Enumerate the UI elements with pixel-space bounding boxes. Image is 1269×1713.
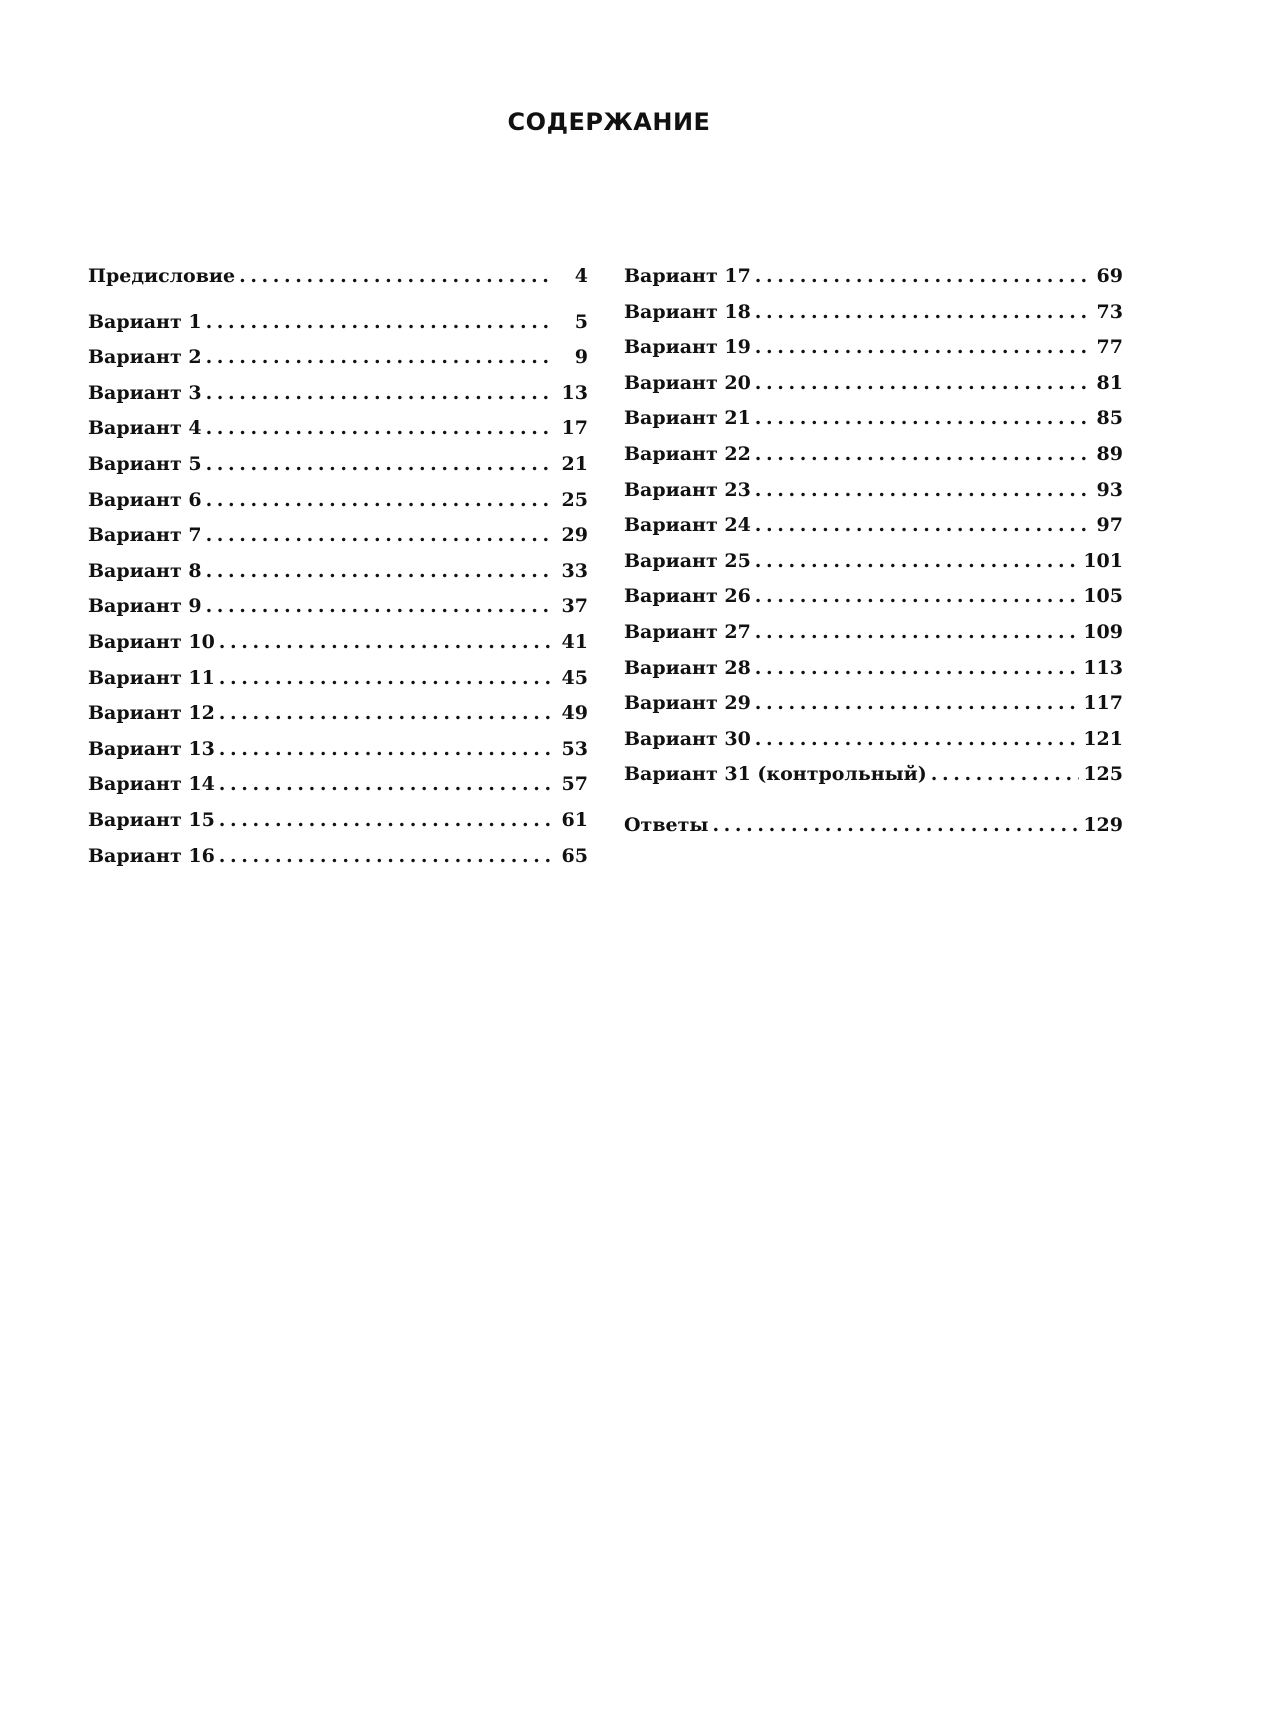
toc-entry[interactable] [624,811,1123,847]
dot-leader [755,618,1080,646]
dot-leader [219,806,554,834]
dot-leader [206,308,554,336]
toc-entry[interactable] [88,735,588,771]
dot-leader [239,262,554,290]
toc-entry-page: 117 [1083,692,1123,715]
toc-entry-page: 13 [561,381,588,404]
toc-entry-title: Вариант 7 [88,524,202,547]
dot-leader [219,735,554,763]
toc-entry-page: 9 [574,346,588,369]
toc-entry[interactable] [88,521,588,557]
toc-entry[interactable] [624,440,1123,476]
toc-entry[interactable] [624,654,1123,690]
toc-entry-title: Предисловие [88,265,236,287]
dot-leader [755,476,1089,504]
toc-entry-title: Вариант 21 [624,407,751,430]
toc-entry[interactable] [88,343,588,379]
toc-entry-page: 93 [1096,478,1123,501]
toc-entry-page: 65 [561,844,588,867]
toc-entry[interactable] [88,450,588,486]
dot-leader [219,842,554,870]
toc-entry[interactable] [624,689,1123,725]
dot-leader [755,547,1080,575]
toc-entry[interactable] [88,557,588,593]
toc-entry-page: 105 [1083,585,1123,608]
toc-entry-title: Вариант 19 [624,336,751,359]
toc-entry-page: 81 [1096,371,1123,394]
dot-leader [755,725,1080,753]
toc-entry-title: Вариант 28 [624,656,751,679]
toc-right-column [624,262,1123,847]
toc-entry[interactable] [624,262,1123,298]
dot-leader [206,486,554,514]
dot-leader [712,811,1079,839]
toc-entry-page: 45 [561,666,588,689]
toc-entry[interactable] [624,760,1123,796]
toc-entry-page: 121 [1083,727,1123,750]
toc-entry-page: 21 [561,452,588,475]
page-title: СОДЕРЖАНИЕ [507,108,711,136]
toc-entry-page: 37 [561,595,588,618]
toc-entry-title: Ответы [624,813,709,836]
toc-entry-page: 89 [1096,442,1123,465]
toc-entry[interactable] [624,404,1123,440]
toc-entry[interactable] [88,262,588,298]
toc-entry-page: 41 [561,630,588,653]
toc-entry-title: Вариант 9 [88,595,202,618]
dot-leader [219,770,554,798]
dot-leader [219,664,554,692]
toc-entry-title: Вариант 1 [88,310,202,333]
toc-entry-page: 53 [561,737,588,760]
toc-entry-title: Вариант 30 [624,727,751,750]
toc-entry-page: 97 [1096,514,1123,537]
toc-entry[interactable] [624,511,1123,547]
toc-entry[interactable] [88,308,588,344]
toc-entry-title: Вариант 24 [624,514,751,537]
dot-leader [755,333,1089,361]
toc-entry-title: Вариант 2 [88,346,202,369]
toc-entry[interactable] [88,806,588,842]
toc-entry[interactable] [88,699,588,735]
dot-leader [206,521,554,549]
toc-entry-page: 25 [561,488,588,511]
toc-entry-title: Вариант 6 [88,488,202,511]
toc-entry-title: Вариант 8 [88,559,202,582]
toc-entry[interactable] [88,664,588,700]
toc-entry-title: Вариант 22 [624,442,751,465]
toc-entry-page: 33 [561,559,588,582]
dot-leader [219,628,554,656]
toc-entry-page: 73 [1096,300,1123,323]
dot-leader [219,699,554,727]
toc-entry[interactable] [624,476,1123,512]
dot-leader [755,404,1089,432]
toc-entry-title: Вариант 17 [624,265,751,287]
dot-leader [755,511,1089,539]
toc-entry-title: Вариант 5 [88,452,202,475]
dot-leader [206,414,554,442]
toc-entry-title: Вариант 25 [624,549,751,572]
toc-entry-title: Вариант 3 [88,381,202,404]
toc-entry-page: 109 [1083,620,1123,643]
toc-left-column [88,262,588,877]
toc-entry-page: 101 [1083,549,1123,572]
dot-leader [206,379,554,407]
toc-entry-page: 49 [561,702,588,725]
toc-entry[interactable] [88,770,588,806]
toc-entry-title: Вариант 18 [624,300,751,323]
toc-entry-title: Вариант 23 [624,478,751,501]
toc-entry-title: Вариант 31 (контрольный) [624,763,927,786]
toc-entry-page: 77 [1096,336,1123,359]
toc-entry[interactable] [88,628,588,664]
toc-entry[interactable] [624,618,1123,654]
toc-entry[interactable] [624,582,1123,618]
toc-entry-page: 4 [574,265,588,287]
toc-entry-title: Вариант 16 [88,844,215,867]
dot-leader [206,343,554,371]
toc-entry-title: Вариант 13 [88,737,215,760]
toc-entry-title: Вариант 14 [88,773,215,796]
toc-entry-title: Вариант 20 [624,371,751,394]
dot-leader [206,592,554,620]
toc-entry-title: Вариант 11 [88,666,215,689]
dot-leader [755,298,1089,326]
toc-entry-page: 85 [1096,407,1123,430]
toc-entry[interactable] [88,414,588,450]
dot-leader [755,689,1080,717]
toc-entry[interactable] [624,725,1123,761]
toc-entry[interactable] [624,298,1123,334]
toc-entry-page: 61 [561,808,588,831]
toc-entry[interactable] [88,379,588,415]
dot-leader [755,654,1080,682]
toc-entry-page: 29 [561,524,588,547]
toc-entry-page: 129 [1083,813,1123,836]
toc-entry-title: Вариант 29 [624,692,751,715]
toc-entry-page: 113 [1083,656,1123,679]
toc-entry[interactable] [624,547,1123,583]
toc-entry-page: 57 [561,773,588,796]
toc-entry[interactable] [88,486,588,522]
dot-leader [755,582,1080,610]
dot-leader [755,369,1089,397]
toc-entry-title: Вариант 12 [88,702,215,725]
toc-entry[interactable] [624,369,1123,405]
dot-leader [931,760,1080,788]
toc-entry-title: Вариант 26 [624,585,751,608]
toc-entry-page: 5 [574,310,588,333]
dot-leader [206,450,554,478]
toc-entry-page: 69 [1096,265,1123,287]
toc-entry[interactable] [624,333,1123,369]
toc-entry[interactable] [88,842,588,878]
toc-entry-page: 17 [561,417,588,440]
dot-leader [755,440,1089,468]
dot-leader [755,262,1089,290]
toc-entry-title: Вариант 4 [88,417,202,440]
toc-entry-page: 125 [1083,763,1123,786]
dot-leader [206,557,554,585]
toc-entry-title: Вариант 27 [624,620,751,643]
toc-entry-title: Вариант 15 [88,808,215,831]
toc-entry[interactable] [88,592,588,628]
toc-entry-title: Вариант 10 [88,630,215,653]
